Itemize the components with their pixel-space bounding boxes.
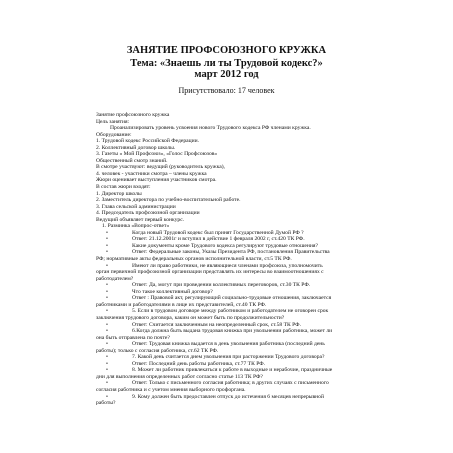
- line-text: 5. Если в трудовом договоре между работником и работодателем не оговорен срок: [132, 308, 329, 315]
- line-text: 1. Директор школы: [96, 190, 142, 197]
- line-text: 4. человек - участники смотра – члены кружка: [96, 170, 207, 177]
- document-body: [96, 112, 386, 407]
- line-text: 1. Разминка «Вопрос-ответ»: [102, 223, 170, 230]
- line-text: 2. Заместитель директора по учебно-воспитательной работе.: [96, 197, 241, 204]
- attendance-line: Присутствовало: 17 человек: [178, 86, 275, 95]
- line-text: Общественный смотр знаний.: [96, 157, 168, 164]
- line-text: Что такое коллективный договор?: [132, 288, 213, 295]
- line-text: 9. Кому должен быть предоставлен отпуск до истечения 6 месяцев непрерывной: [132, 393, 324, 400]
- line-text: Ведущий объявляет первый конкурс.: [96, 216, 185, 223]
- line-text: Ответ: Последний день работы работника, ст.77 ТК РФ.: [132, 360, 266, 367]
- document-title: ЗАНЯТИЕ ПРОФСОЮЗНОГО КРУЖКА: [126, 45, 327, 56]
- line-text: 2. Коллективный договор школы.: [96, 144, 176, 151]
- line-text: заключения трудового договора, каким он может быть по продолжительности?: [96, 314, 285, 321]
- document-theme: Тема: «Знаешь ли ты Трудовой кодекс?»: [130, 58, 323, 69]
- line-text: 3. Газеты « Мой Профсоюз», «Голос Профсоюзов»: [96, 151, 218, 158]
- document-date: март 2012 год: [194, 69, 259, 80]
- line-text: Когда новый Трудовой кодекс был принят Государственной Думой РФ ?: [132, 229, 304, 236]
- line-text: Проанализировать уровень усвоения нового Трудового кодекса РФ членами кружка.: [110, 125, 311, 132]
- line-text: Оборудование:: [96, 131, 132, 138]
- line-text: Жюри оценивает выступления участников смотра.: [96, 177, 217, 184]
- line-text: дни для выполнения определенных работ согласно статье 113 ТК РФ?: [96, 373, 263, 380]
- line-text: Ответ: Да, могут при проведении коллективных переговоров, ст.30 ТК РФ.: [132, 282, 311, 289]
- line-text: работы); только с согласия работника, ст.62 ТК РФ.: [96, 347, 219, 354]
- line-text: Ответ: Только с письменного согласия работника; в других случаях с письменного: [132, 380, 329, 387]
- line-text: Ответ : Правовой акт, регулирующий социально-трудовые отношения, заключается: [132, 295, 332, 302]
- text-line: [96, 400, 386, 407]
- line-text: работы?: [96, 400, 116, 407]
- line-text: Ответ: 21.12.2001г и вступил в действие 1 февраля 2002 г, ст.420 ТК РФ.: [132, 236, 305, 243]
- line-text: орган первичной профсоюзной организации представлять их интересы во взаимоотношениях с: [96, 269, 324, 276]
- line-text: работниками и работодателями в лице их представителей, ст.40 ТК РФ.: [96, 301, 267, 308]
- line-text: РФ; нормативные акты федеральных органов исполнительной власти, ст.5 ТК РФ.: [96, 256, 292, 263]
- line-text: 3. Глава сельской администрации: [96, 203, 176, 210]
- line-text: 4. Председатель профсоюзной организации: [96, 210, 200, 217]
- line-text: 6.Когда должна быть выдана трудовая книжка при увольнении работника, может ли: [132, 328, 333, 335]
- line-text: 8. Может ли работник привлекаться к работе в выходные и нерабочие, праздничные: [132, 367, 333, 374]
- line-text: Ответ: Считается заключенным на неопределенный срок, ст.58 ТК РФ.: [132, 321, 301, 328]
- line-text: Ответ: Федеральные законы, Указы Президента РФ, постановления Правительства: [132, 249, 330, 256]
- line-text: Ответ: Трудовая книжка выдается в день увольнения работника (последний день: [132, 341, 325, 348]
- line-text: В состав жюри входят:: [96, 184, 151, 191]
- line-text: согласия работника и с учетом мнения выборного профоргана.: [96, 386, 246, 393]
- line-text: она быть отправлена по почте?: [96, 334, 170, 341]
- line-text: Занятие профсоюзного кружка: [96, 112, 170, 118]
- line-text: В смотре участвуют: ведущий (руководитель кружка),: [96, 164, 225, 171]
- line-text: 7. Какой день считается днем увольнения при расторжении Трудового договора?: [132, 354, 325, 361]
- line-text: 1. Трудовой кодекс Российской Федерации.: [96, 138, 200, 145]
- line-text: работодателем?: [96, 275, 134, 282]
- line-text: Цель занятия:: [96, 118, 130, 125]
- line-text: Имеют ли право работники, не являющиеся членами профсоюза, уполномочить: [132, 262, 323, 269]
- line-text: Какие документы кроме Трудового кодекса регулируют трудовые отношения?: [132, 242, 318, 249]
